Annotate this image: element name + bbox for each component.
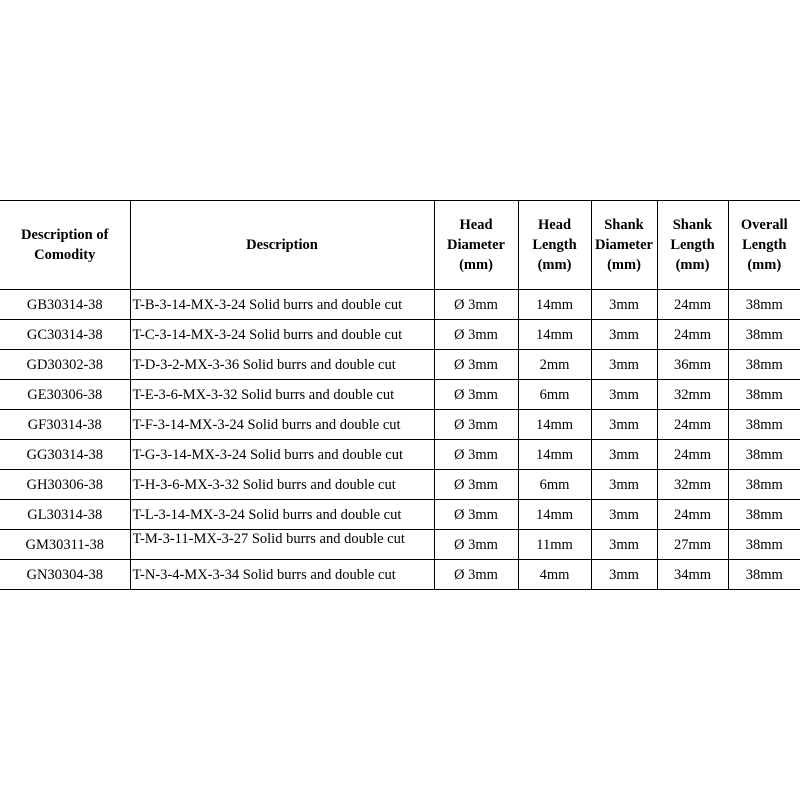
cell-overall-length: 38mm [728, 560, 800, 590]
table-row [0, 500, 800, 530]
header-shank-diameter-line3: (mm) [607, 257, 641, 273]
cell-description: T-B-3-14-MX-3-24 Solid burrs and double cut [130, 290, 434, 320]
header-commodity-line1: Description of [21, 227, 109, 243]
header-commodity [0, 201, 130, 290]
table-row [0, 470, 800, 500]
cell-description: T-C-3-14-MX-3-24 Solid burrs and double cut [130, 320, 434, 350]
cell-shank-diameter: 3mm [591, 380, 657, 410]
cell-shank-diameter: 3mm [591, 500, 657, 530]
cell-head-length: 14mm [518, 290, 591, 320]
cell-head-length: 14mm [518, 410, 591, 440]
cell-head-length: 14mm [518, 500, 591, 530]
header-head-diameter-line2: Diameter [447, 237, 505, 253]
cell-head-length: 6mm [518, 380, 591, 410]
table-row [0, 290, 800, 320]
header-head-length-line2: Length [532, 237, 577, 253]
cell-shank-length: 32mm [657, 380, 728, 410]
header-head-length-line3: (mm) [537, 257, 572, 273]
cell-commodity-code: GB30314-38 [0, 290, 130, 320]
table-row [0, 320, 800, 350]
cell-shank-diameter: 3mm [591, 410, 657, 440]
header-overall-length-line2: Length [742, 237, 787, 253]
cell-commodity-code: GF30314-38 [0, 410, 130, 440]
cell-shank-length: 24mm [657, 440, 728, 470]
cell-shank-length: 24mm [657, 290, 728, 320]
cell-commodity-code: GL30314-38 [0, 500, 130, 530]
cell-shank-length: 24mm [657, 320, 728, 350]
header-head-length-line1: Head [537, 217, 572, 233]
cell-head-diameter: Ø 3mm [434, 410, 518, 440]
cell-commodity-code: GC30314-38 [0, 320, 130, 350]
cell-description: T-N-3-4-MX-3-34 Solid burrs and double cut [130, 560, 434, 590]
header-shank-length [657, 201, 728, 290]
table-row [0, 530, 800, 560]
header-shank-length-line2: Length [670, 237, 715, 253]
header-shank-diameter-line2: Diameter [595, 237, 653, 253]
cell-overall-length: 38mm [728, 380, 800, 410]
cell-shank-diameter: 3mm [591, 530, 657, 560]
cell-description [130, 530, 434, 560]
table-row [0, 560, 800, 590]
cell-head-length: 14mm [518, 440, 591, 470]
cell-description: T-L-3-14-MX-3-24 Solid burrs and double cut [130, 500, 434, 530]
cell-shank-length: 32mm [657, 470, 728, 500]
cell-description-text: T-M-3-11-MX-3-27 Solid burrs and double cut [132, 531, 405, 547]
cell-head-length: 4mm [518, 560, 591, 590]
cell-shank-diameter: 3mm [591, 560, 657, 590]
cell-head-diameter: Ø 3mm [434, 560, 518, 590]
cell-head-length: 11mm [518, 530, 591, 560]
cell-description: T-G-3-14-MX-3-24 Solid burrs and double cut [130, 440, 434, 470]
cell-head-diameter: Ø 3mm [434, 320, 518, 350]
cell-shank-length: 24mm [657, 500, 728, 530]
header-head-diameter-line3: (mm) [459, 257, 493, 273]
cell-overall-length: 38mm [728, 530, 800, 560]
cell-shank-diameter: 3mm [591, 440, 657, 470]
cell-head-diameter: Ø 3mm [434, 380, 518, 410]
cell-head-length: 2mm [518, 350, 591, 380]
header-shank-length-line1: Shank [672, 217, 713, 233]
cell-description: T-E-3-6-MX-3-32 Solid burrs and double cut [130, 380, 434, 410]
cell-head-length: 14mm [518, 320, 591, 350]
cell-overall-length: 38mm [728, 320, 800, 350]
header-description: Description [130, 201, 434, 290]
header-overall-length-line3: (mm) [747, 257, 782, 273]
cell-shank-diameter: 3mm [591, 350, 657, 380]
cell-shank-diameter: 3mm [591, 320, 657, 350]
cell-overall-length: 38mm [728, 350, 800, 380]
cell-overall-length: 38mm [728, 440, 800, 470]
table-row [0, 410, 800, 440]
cell-shank-length: 34mm [657, 560, 728, 590]
cell-commodity-code: GN30304-38 [0, 560, 130, 590]
cell-description: T-F-3-14-MX-3-24 Solid burrs and double cut [130, 410, 434, 440]
cell-commodity-code: GM30311-38 [0, 530, 130, 560]
header-shank-diameter-line1: Shank [604, 217, 644, 233]
cell-head-diameter: Ø 3mm [434, 470, 518, 500]
header-shank-length-line3: (mm) [675, 257, 710, 273]
header-overall-length [728, 201, 800, 290]
table-body [0, 290, 800, 590]
cell-overall-length: 38mm [728, 470, 800, 500]
header-shank-diameter [591, 201, 657, 290]
burr-spec-table [0, 200, 800, 590]
header-commodity-line2: Comodity [34, 247, 96, 263]
cell-commodity-code: GE30306-38 [0, 380, 130, 410]
cell-overall-length: 38mm [728, 290, 800, 320]
header-overall-length-line1: Overall [740, 217, 788, 233]
cell-head-diameter: Ø 3mm [434, 290, 518, 320]
cell-shank-diameter: 3mm [591, 470, 657, 500]
cell-commodity-code: GD30302-38 [0, 350, 130, 380]
header-row [0, 201, 800, 290]
cell-head-diameter: Ø 3mm [434, 350, 518, 380]
cell-description: T-H-3-6-MX-3-32 Solid burrs and double cut [130, 470, 434, 500]
table-row [0, 440, 800, 470]
header-head-length [518, 201, 591, 290]
table-row [0, 350, 800, 380]
cell-overall-length: 38mm [728, 410, 800, 440]
cell-commodity-code: GH30306-38 [0, 470, 130, 500]
cell-shank-length: 27mm [657, 530, 728, 560]
cell-shank-length: 24mm [657, 410, 728, 440]
table-row [0, 380, 800, 410]
header-head-diameter-line1: Head [459, 217, 493, 233]
cell-head-diameter: Ø 3mm [434, 440, 518, 470]
cell-description: T-D-3-2-MX-3-36 Solid burrs and double cut [130, 350, 434, 380]
cell-commodity-code: GG30314-38 [0, 440, 130, 470]
cell-shank-diameter: 3mm [591, 290, 657, 320]
table-header [0, 201, 800, 290]
cell-head-length: 6mm [518, 470, 591, 500]
cell-head-diameter: Ø 3mm [434, 500, 518, 530]
header-head-diameter [434, 201, 518, 290]
cell-overall-length: 38mm [728, 500, 800, 530]
cell-shank-length: 36mm [657, 350, 728, 380]
cell-head-diameter: Ø 3mm [434, 530, 518, 560]
